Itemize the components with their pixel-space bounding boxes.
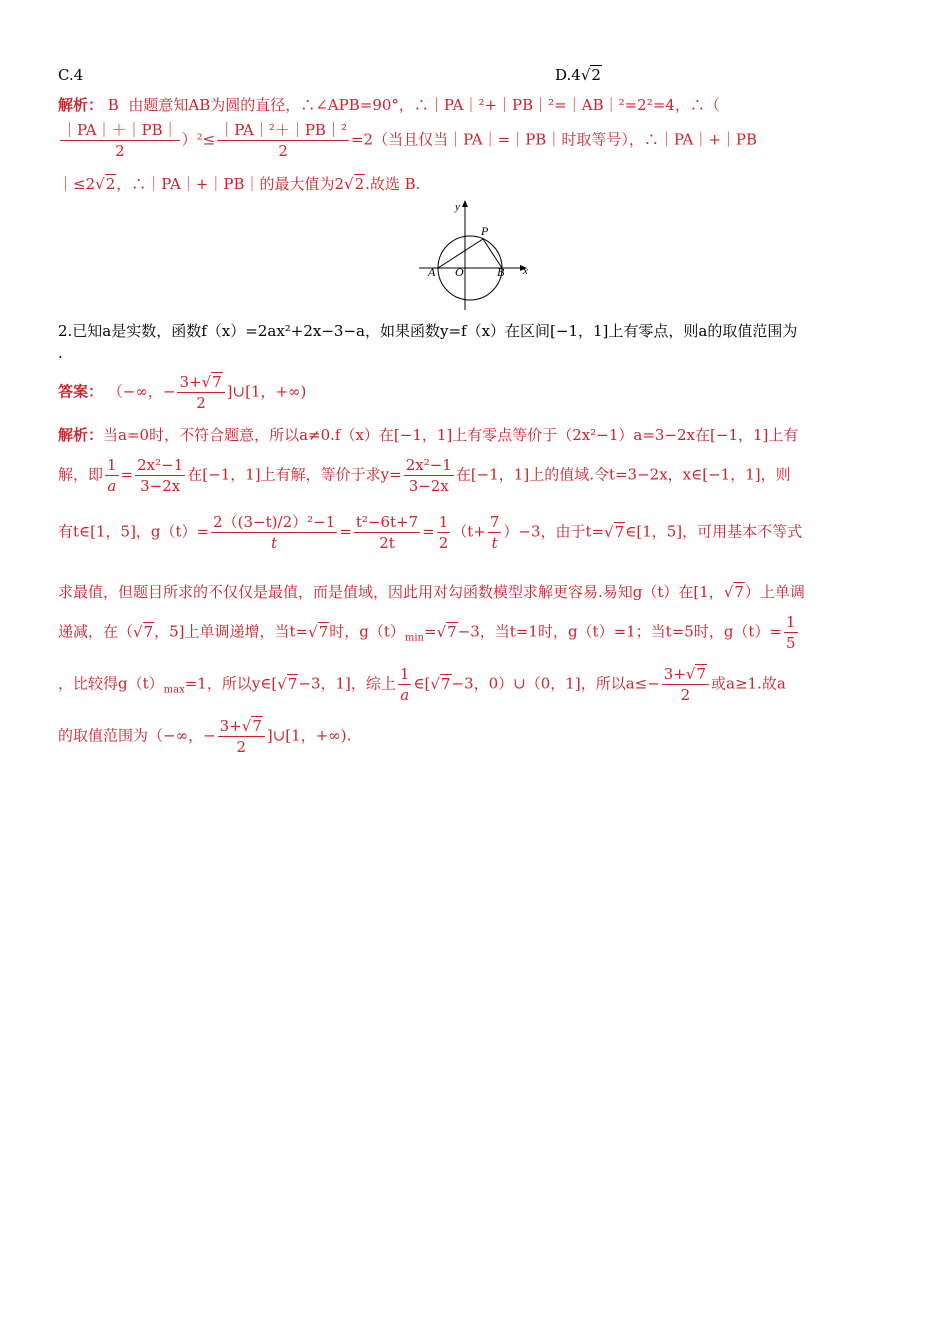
- analysis-label: 解析：: [58, 96, 104, 114]
- text: ]∪[1，+∞): [226, 382, 307, 401]
- analysis-label: 解析：: [58, 426, 104, 444]
- fraction: $\frac{1}{2}$: [438, 513, 449, 552]
- fraction: $\frac{|PA|+|PB|}{2}$: [62, 121, 178, 160]
- text: ]∪[1，+∞).: [266, 726, 352, 745]
- label-o: O: [455, 265, 464, 279]
- text: =1，所以y∈[: [184, 674, 278, 693]
- text: 解，即: [58, 465, 104, 484]
- label-p: P: [481, 224, 489, 238]
- q1-analysis-line2: [58, 120, 892, 161]
- q2-analysis-line1: [58, 424, 892, 446]
- text: 求最值，但题目所求的不仅仅是最值，而是值域，因此用对勾函数模型求解更容易.易知g（t）在[1，: [58, 583, 724, 601]
- text: （t+: [452, 522, 486, 541]
- text: ，5]上单调递增，当t=: [154, 622, 309, 641]
- answer-letter: B: [107, 96, 119, 114]
- q2-analysis-line5: [58, 612, 892, 653]
- sqrt-symbol: √2: [95, 175, 116, 193]
- text: 在[−1，1]上的值域.令t=3−2x，x∈[−1，1]，则: [455, 465, 791, 484]
- label-y: y: [455, 201, 460, 213]
- q1-analysis-line1: [58, 94, 892, 116]
- fraction: $\frac{3+√7}{2}$: [177, 372, 224, 413]
- text: =: [339, 522, 352, 541]
- text: ）上单调: [744, 583, 805, 601]
- fraction: $\frac{3+√7}{2}$: [662, 664, 709, 705]
- label-a: A: [428, 265, 436, 279]
- text: =: [120, 465, 134, 484]
- q2-analysis-line3: [58, 512, 892, 553]
- text: （−∞，−: [107, 382, 176, 401]
- text: ）−3，由于t=: [503, 522, 605, 541]
- q2-answer: [58, 372, 892, 413]
- sqrt-symbol: √7: [133, 622, 154, 641]
- q2-analysis-line2: [58, 455, 892, 496]
- fraction: $\frac{3+√7}{2}$: [218, 716, 265, 757]
- sqrt-symbol: √2: [344, 175, 365, 193]
- fraction: $\frac{\text{｜PA｜²＋｜PB｜²}}{2}$: [219, 121, 347, 160]
- q2-stem: 2.已知a是实数，函数f（x）=2ax²+2x−3−a，如果函数y=f（x）在区间[−1，1]上有零点，则a的取值范围为: [58, 322, 798, 340]
- text: ，比较得g（t）: [58, 674, 164, 693]
- option-d-prefix: D.4: [555, 66, 581, 84]
- sqrt-symbol: √7: [430, 674, 451, 693]
- text: 或a≥1.故a: [711, 674, 786, 693]
- option-d: [555, 64, 892, 86]
- text: =: [422, 522, 435, 541]
- text: −3，1]，综上: [298, 674, 396, 693]
- text: =2（当且仅当｜PA｜=｜PB｜时取等号），∴｜PA｜+｜PB: [350, 130, 758, 149]
- text: 在[−1，1]上有解，等价于求y=: [187, 465, 402, 484]
- text: 的取值范围为（−∞，−: [58, 726, 216, 745]
- label-x: x: [523, 265, 528, 277]
- text: ）²≤: [181, 130, 216, 149]
- circle-diagram: [415, 198, 545, 313]
- text: .故选 B.: [365, 175, 421, 193]
- fraction: $\frac{\text{2x²−1}}{3-2x}$: [137, 456, 184, 495]
- text: ∈[1，5]，可用基本不等式: [625, 522, 803, 541]
- text: 有t∈[1，5]，g（t）=: [58, 522, 210, 541]
- fraction: $\frac{1}{a}$: [399, 665, 410, 704]
- q2-analysis-line6: [58, 664, 892, 705]
- q1-analysis-line3: [58, 173, 892, 195]
- label-b: B: [497, 265, 505, 279]
- analysis-text: 由题意知AB为圆的直径，∴∠APB=90°，∴｜PA｜²+｜PB｜²=｜AB｜²=2²=4，∴（: [128, 96, 720, 114]
- fraction: $\frac{1}{a}$: [107, 456, 117, 495]
- fraction: $\frac{\text{2（(3−t)/2）²−1}}{t}$: [213, 513, 336, 552]
- text: =: [424, 622, 437, 641]
- option-c: C.4: [58, 66, 84, 84]
- fraction: $\frac{\text{2x²−1}}{3-2x}$: [405, 456, 452, 495]
- sqrt-symbol: √2: [580, 66, 601, 84]
- text: ｜≤2: [58, 175, 96, 193]
- text: −3，当t=1时，g（t）=1；当t=5时，g（t）=: [457, 622, 783, 641]
- answer-label: 答案：: [58, 382, 104, 401]
- fraction: $\frac{\text{t²−6t+7}}{2t}$: [355, 513, 419, 552]
- sqrt-symbol: √7: [308, 622, 329, 641]
- q2-analysis-line7: [58, 716, 892, 757]
- sqrt-symbol: √7: [277, 674, 298, 693]
- subscript-min: min: [404, 632, 424, 644]
- sqrt-symbol: √7: [723, 583, 744, 601]
- q2-analysis-line4: [58, 581, 892, 603]
- text: −3，0）∪（0，1]，所以a≤−: [451, 674, 660, 693]
- text: 递减，在（: [58, 622, 134, 641]
- sqrt-symbol: √7: [436, 622, 457, 641]
- q2-stem-tail: .: [58, 344, 63, 362]
- sqrt-symbol: √7: [604, 522, 625, 541]
- text: ，∴｜PA｜+｜PB｜的最大值为2: [116, 175, 345, 193]
- subscript-max: max: [163, 684, 185, 696]
- text: 时，g（t）: [329, 622, 405, 641]
- text: ∈[: [413, 674, 431, 693]
- text: 当a=0时，不符合题意，所以a≠0.f（x）在[−1，1]上有零点等价于（2x²−1）a=3−2x在[−1，1]上有: [103, 426, 799, 444]
- fraction: $\frac{7}{t}$: [489, 513, 500, 552]
- fraction: $\frac{1}{5}$: [786, 613, 796, 652]
